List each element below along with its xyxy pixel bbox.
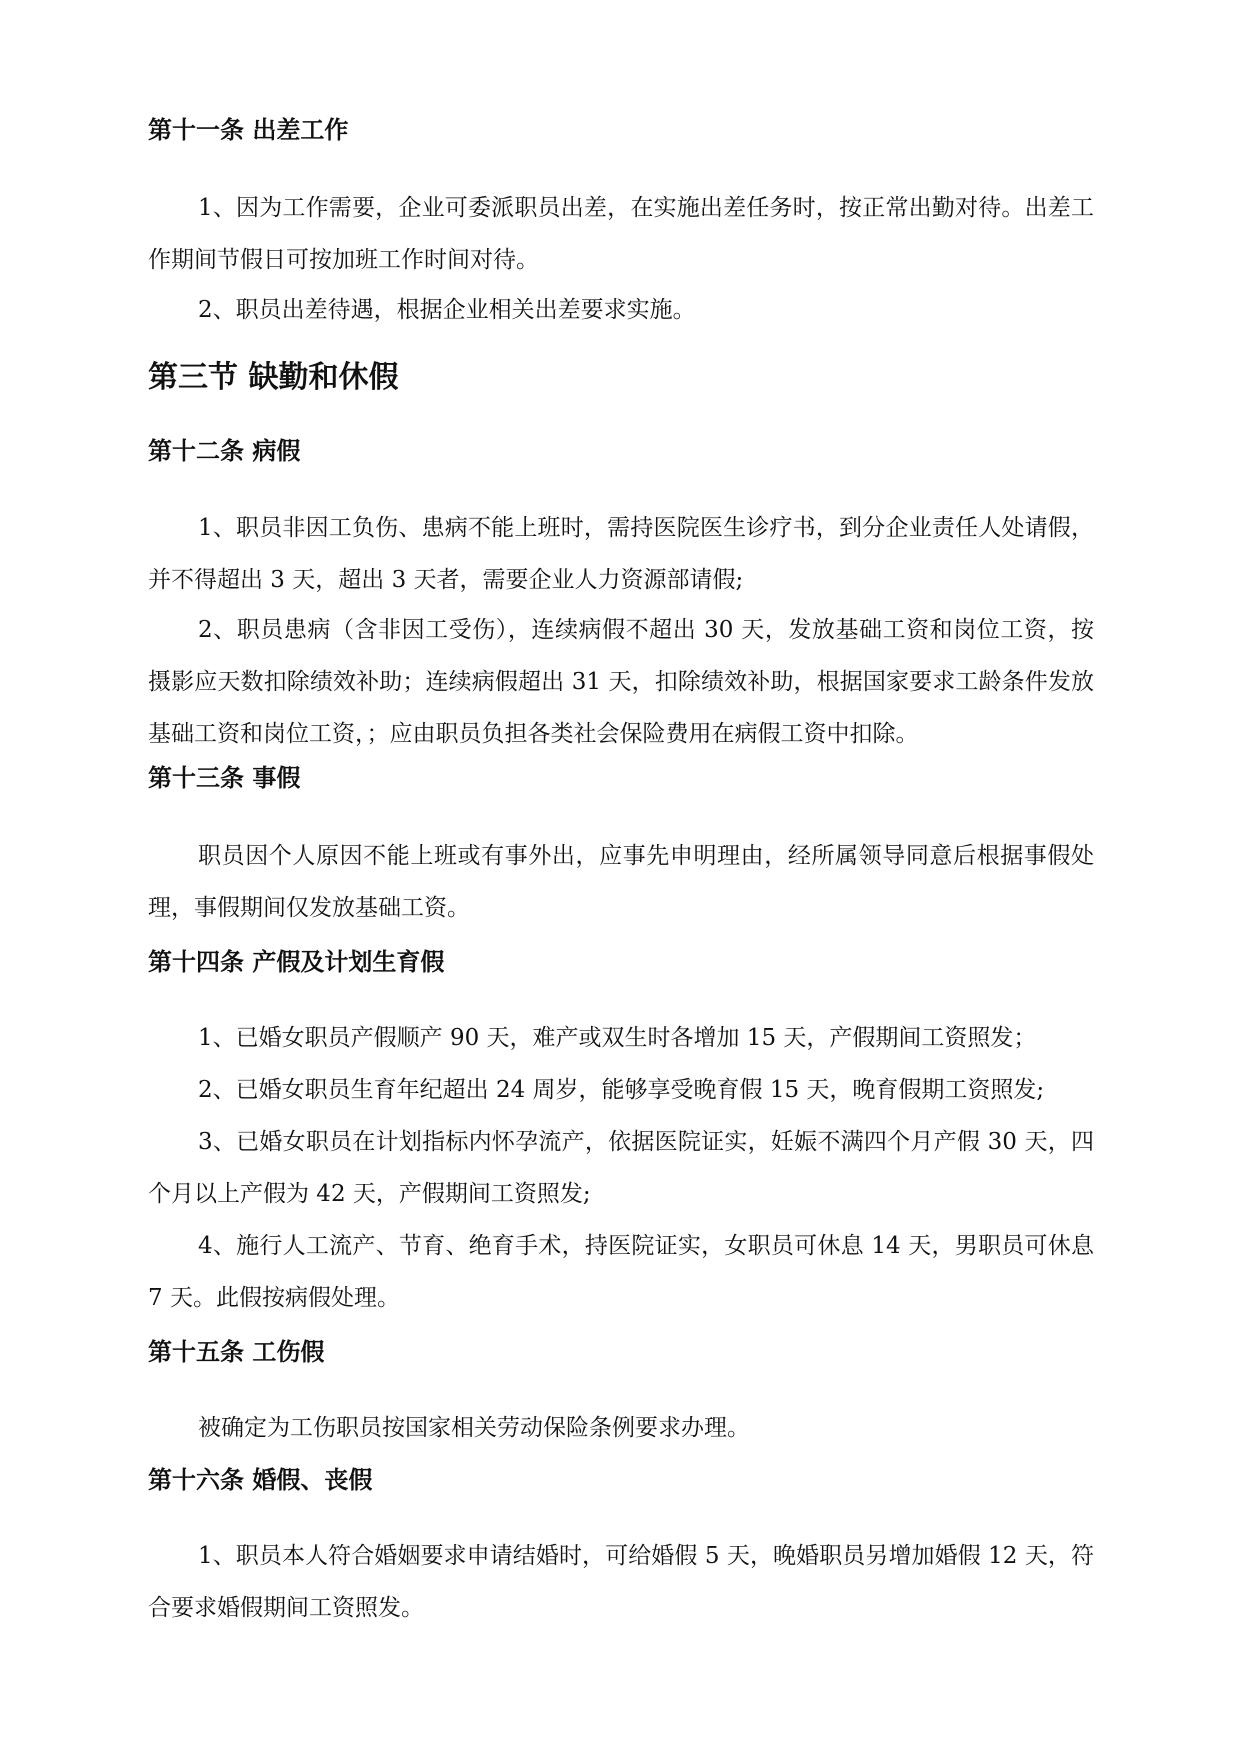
article-11-paragraph-1: 1、因为工作需要，企业可委派职员出差，在实施出差任务时，按正常出勤对待。出差工作期间节假日可按加班工作时间对待。 bbox=[148, 195, 1094, 273]
article-14-paragraph-1: 1、已婚女职员产假顺产 90 天，难产或双生时各增加 15 天，产假期间工资照发； bbox=[198, 1025, 1037, 1051]
article-13-paragraph-1: 职员因个人原因不能上班或有事外出，应事先申明理由，经所属领导同意后根据事假处理，事假期间仅发放基础工资。 bbox=[148, 843, 1094, 921]
article-14-paragraph-2: 2、已婚女职员生育年纪超出 24 周岁，能够享受晚育假 15 天，晚育假期工资照发; bbox=[198, 1077, 1045, 1103]
article-14-title: 第十四条 产假及计划生育假 bbox=[148, 947, 445, 976]
article-12-paragraph-1: 1、职员非因工负伤、患病不能上班时，需持医院医生诊疗书，到分企业责任人处请假，并不得超出 3 天，超出 3 天者，需要企业人力资源部请假; bbox=[148, 515, 1094, 593]
article-13-title: 第十三条 事假 bbox=[148, 763, 301, 792]
article-15-title: 第十五条 工伤假 bbox=[148, 1337, 325, 1366]
article-15-paragraph-1: 被确定为工伤职员按国家相关劳动保险条例要求办理。 bbox=[198, 1415, 750, 1441]
section-3-title: 第三节 缺勤和休假 bbox=[148, 360, 399, 395]
article-11-title: 第十一条 出差工作 bbox=[148, 115, 349, 144]
article-12-paragraph-2: 2、职员患病（含非因工受伤），连续病假不超出 30 天，发放基础工资和岗位工资，按摄影应天数扣除绩效补助；连续病假超出 31 天，扣除绩效补助，根据国家要求工龄条件发放基础工资和岗位工资，；应由职员负担各类社会保险费用在病假工资中扣除。 bbox=[148, 617, 1094, 747]
article-14-paragraph-3: 3、已婚女职员在计划指标内怀孕流产，依据医院证实，妊娠不满四个月产假 30 天，四个月以上产假为 42 天，产假期间工资照发; bbox=[148, 1129, 1094, 1207]
article-12-title: 第十二条 病假 bbox=[148, 436, 301, 465]
article-16-paragraph-1: 1、职员本人符合婚姻要求申请结婚时，可给婚假 5 天，晚婚职员另增加婚假 12 天，符合要求婚假期间工资照发。 bbox=[148, 1543, 1094, 1621]
article-14-paragraph-4: 4、施行人工流产、节育、绝育手术，持医院证实，女职员可休息 14 天，男职员可休息 7 天。此假按病假处理。 bbox=[148, 1233, 1094, 1311]
article-16-title: 第十六条 婚假、丧假 bbox=[148, 1465, 373, 1494]
article-11-paragraph-2: 2、职员出差待遇，根据企业相关出差要求实施。 bbox=[198, 297, 696, 323]
